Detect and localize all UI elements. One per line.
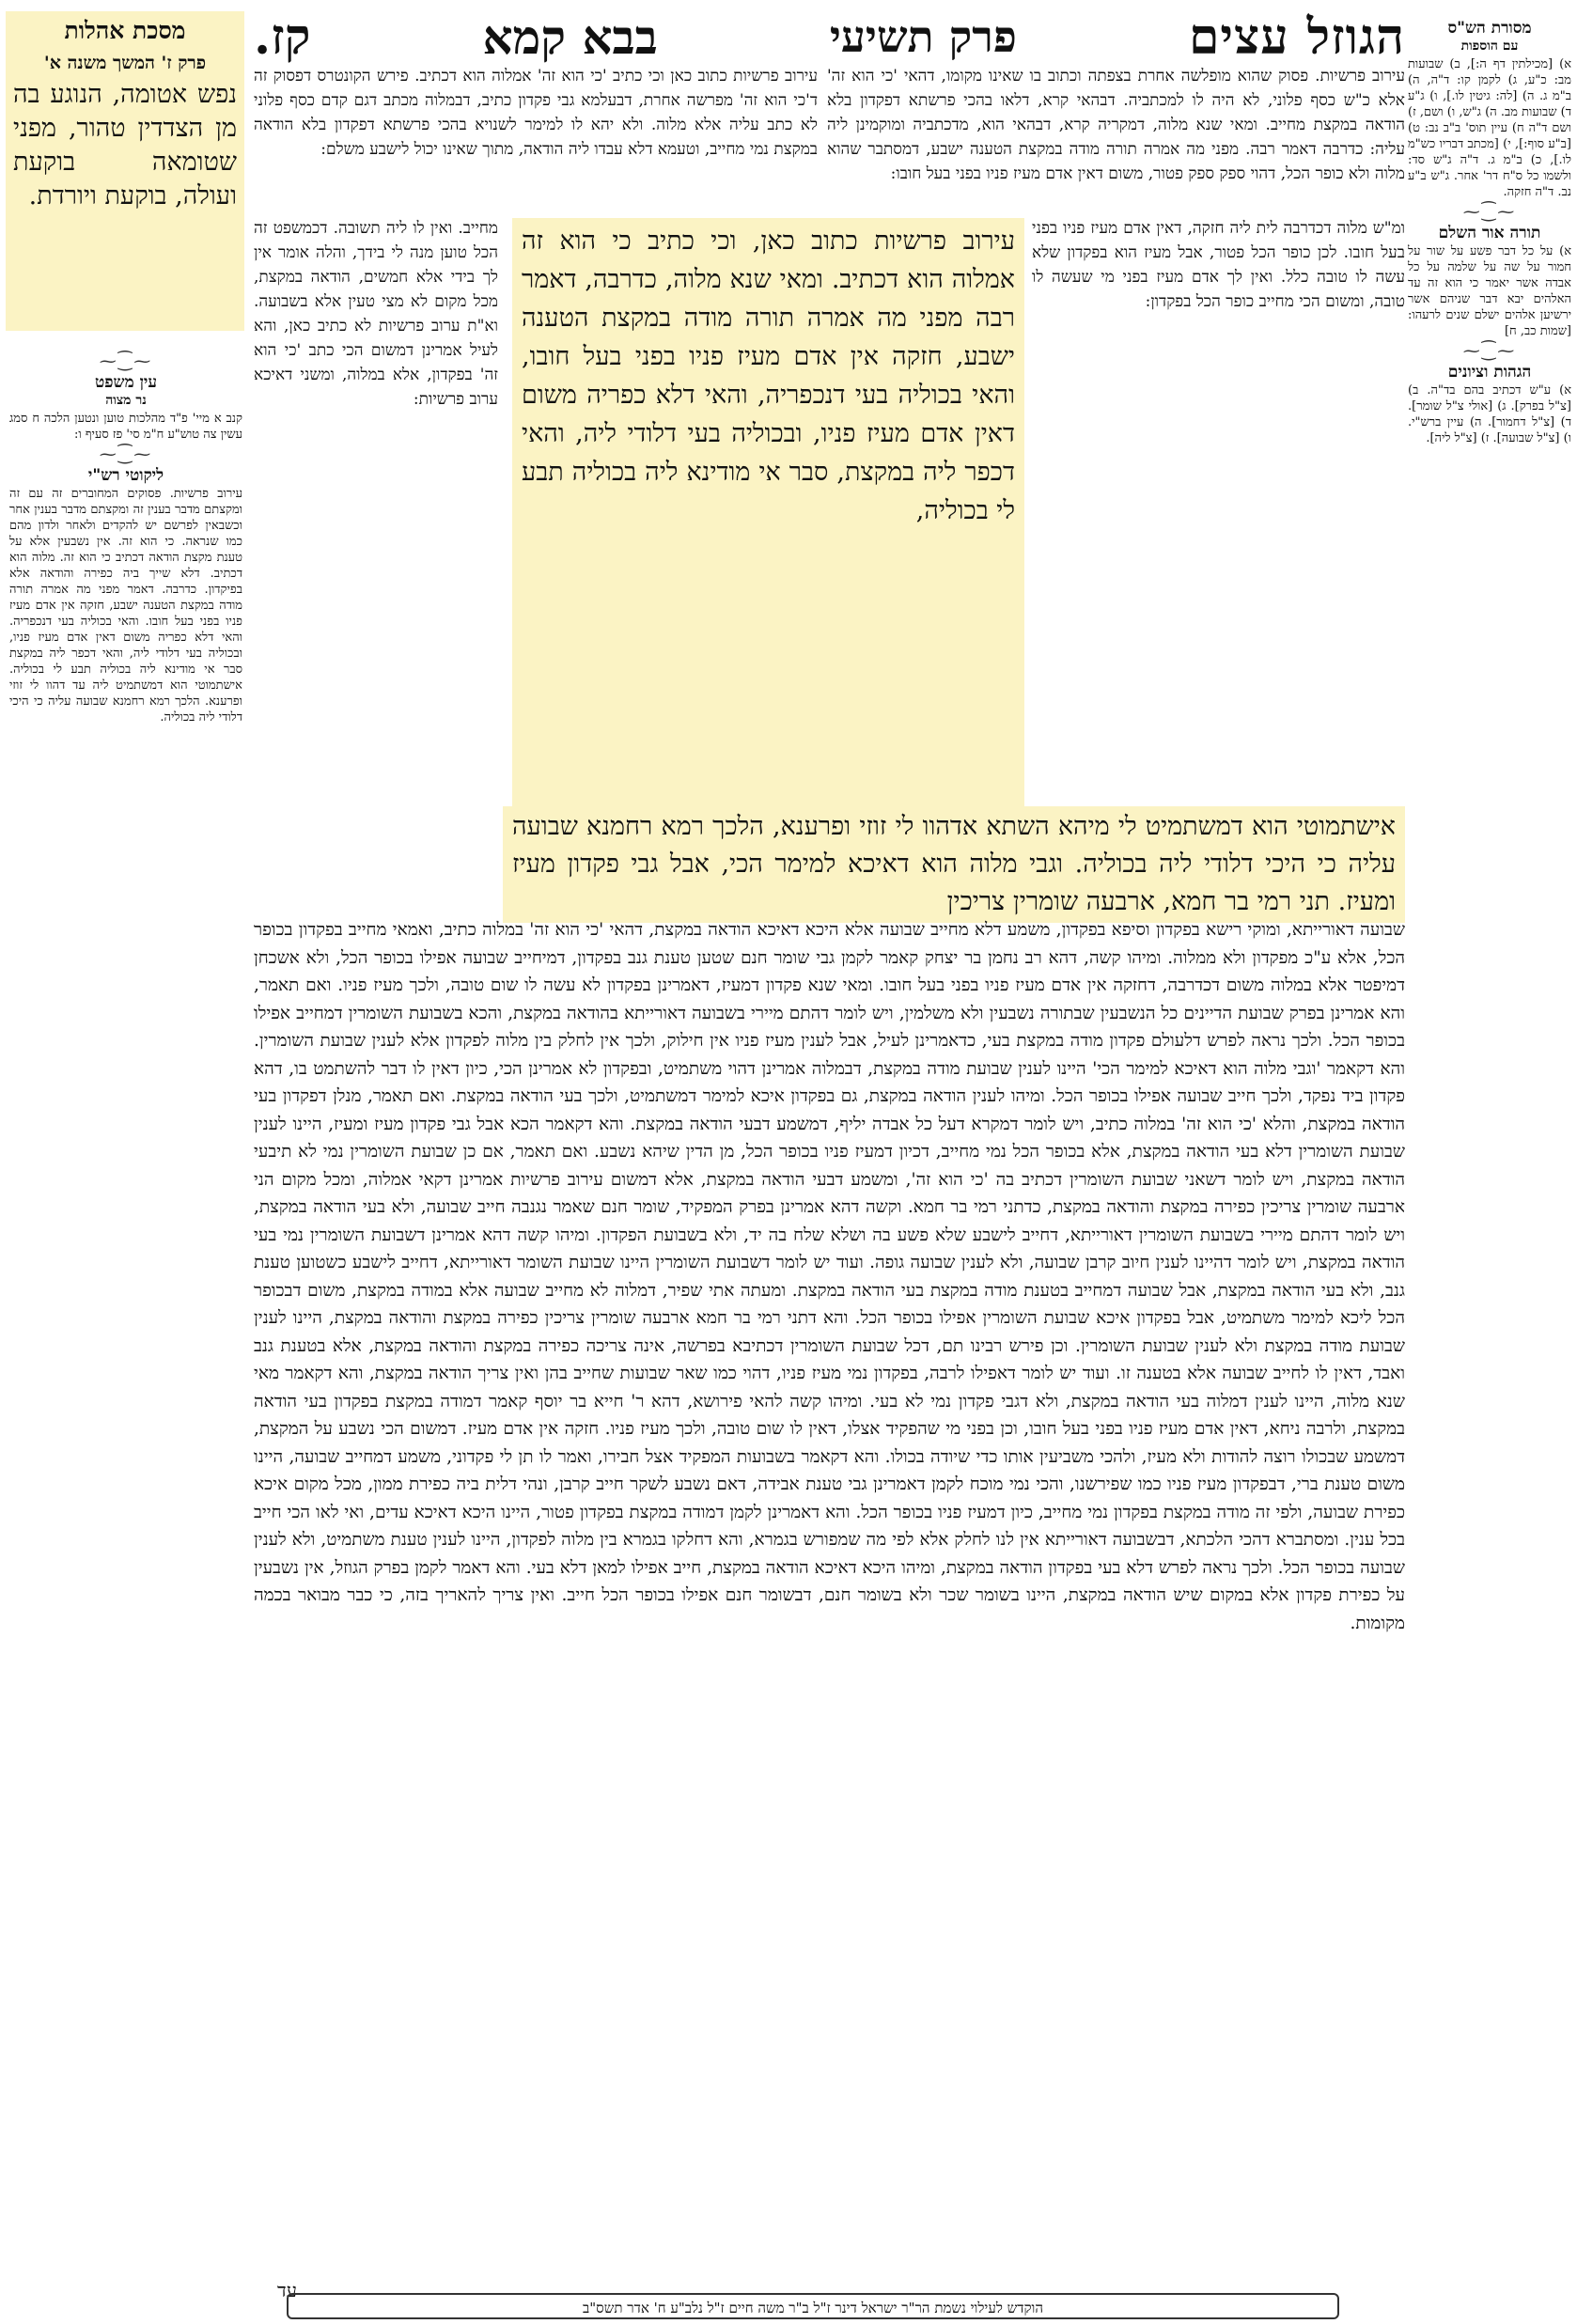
torah-or-text: א) על כל דבר פשע על שור על חמור על שה על שלמה על כל אבדה אשר יאמר כי הוא זה עד האלהים יבא דבר שניהם אשר ירשיען אלהים ישלם שנים לרעהו: [שמות כב, ח] [1408, 244, 1571, 338]
ornament-divider: ⁓⁐⁓ [1462, 341, 1517, 361]
likutei-rashi-text: עירוב פרשיות. פסוקים המחוברים זה עם זה ומקצתם מדבר בענין זה ומקצתם מדבר בענין אחר וכשבאין לפרשם יש להקדים ולאחר ולדון מהם כמו שנראה. כי הוא זה. אין נשבעין אלא על טענת מקצת הודאה דכתיב כי הוא זה. מלוה הוא דכתיב. דלא שייך ביה כפירה והודאה אלא בפיקדון. כדרבה. דאמר מפני מה אמרה תורה מודה במקצת הטענה ישבע, חזקה אין אדם מעיז פניו בפני בעל חובו. והאי בכוליה בעי דנכפריה. והאי דלא כפריה משום דאין אדם מעיז פניו, ובכוליה בעי דלודי ליה, והאי דכפר ליה במקצת סבר אי מודינא ליה בכוליה תבע לי בכוליה. אישתמוטי הוא דמשתמיט ליה עד דהוו לי זוזי ופרענא. הלכך רמא רחמנא שבועה עליה כי היכי דלודי ליה בכוליה. [9, 487, 242, 725]
ahilot-text: נפש אטומה, הנוגע בה מן הצדדין טהור, מפני שטומאה בוקעת ועולה, בוקעת ויורדת. [13, 80, 237, 211]
ein-mishpat-text: קנב א מיי' פ"ד מהלכות טוען ונטען הלכה ח סמג עשין צה טוש"ע ח"מ סי' פז סעיף ו: [9, 412, 242, 442]
left-margin-column [9, 350, 242, 725]
hagahot-text: א) ע"ש דכתיב בהם בד"ה. ב) [צ"ל בפרק]. ג) [אולי צ"ל שומר]. ד) [צ"ל דחמור]. ה) עיין ברש"י. ו) [צ"ל שבועה]. ז) [צ"ל ליה]. [1408, 383, 1571, 445]
tosafot-commentary-side: מחייב. ואין לו ליה תשובה. דכמשפט זה הכל טוען מנה לי בידך, והלה אומר אין לך בידי אלא חמשים, הודאה במקצת, מכל מקום לא מצי טעין אלא בשבועה. וא"ת ערוב פרשיות לא כתיב כאן, והא לעיל אמרינן דמשום הכי כתב 'כי הוא זה' בפקדון, אלא במלוה, ומשני דאיכא ערוב פרשיות: [254, 219, 498, 409]
masoret-text: א) [מכילתין דף ה:], ב) שבועות מב: כ"ע, ג) לקמן קו: ד"ה, ה) ב"מ ג. ה) [לה: גיטין לו.], ו) ג"ע ד) שבועות מב. ה) ג"ש, ו) ושם, ז) ושם ד"ה ח) עיין תוס' ב"ב נב: ט) [ב"ע סוף:], י) [מכתב דבריו כש"מ לו.], כ) ב"מ ג. ד"ה ג"ש סד: ולשמו כל ס"ח דר' אחר. ג"ש ב"ע נב. ד"ה חזקה. [1408, 57, 1571, 199]
dedication-footer: הוקדש לעילוי נשמת הר"ר ישראל דינר ז"ל ב"ר משה חיים ז"ל נלב"ע ח' אדר תשס"ב [287, 2293, 1339, 2319]
masoret-title: מסורת הש"ס [1447, 19, 1532, 38]
ornament-divider: ⁓⁐⁓ [1462, 202, 1517, 222]
right-margin-column [1408, 15, 1571, 446]
mishna-ahilot-box [6, 11, 244, 331]
catchword: עד [277, 2279, 297, 2301]
ner-mitzva-title: נר מצוה [105, 393, 147, 408]
likutei-rashi-title: ליקוטי רש"י [87, 466, 164, 485]
ein-mishpat-title: עין משפט [95, 373, 157, 392]
ahilot-title: מסכת אהלות [64, 17, 186, 44]
torah-or-title: תורה אור השלם [1438, 224, 1541, 242]
rashi-commentary-top: עירוב פרשיות. פסוק שהוא מופלשה אחרת בצפתה וכתוב בו שאינו מקומו, דהאי 'כי הוא זה' אלא כ"ש כסף פלוני, לא היה לו למכתביה. דבהאי קרא, דלאו בהכי פרשתא דפקדון בלא הודאה במקצת מחייב. ומאי שנא מלוה, דמקריה קרא, דבהאי הוא, מדכתביה ומוקמינן ליה עליה: כדרבה דאמר רבה. מפני מה אמרה תורה מודה במקצת הטענה ישבע, דמסתבר שהוא מלוה ולא כופר הכל, דהוי ספק ספק פטור, משום דאין אדם מעיז פניו בפני בעל חובו: [827, 67, 1405, 183]
gemara-continuation: אישתמוטי הוא דמשתמיט לי מיהא השתא אדהוו לי זוזי ופרענא, הלכך רמא רחמנא שבועה עליה כי היכי דלודי ליה בכוליה. וגבי מלוה הוא דאיכא למימר הכי, אבל גבי פקדון מעיז ומעיז. תני רמי בר חמא, ארבעה שומרין צריכין [503, 806, 1405, 923]
hagahot-title: הגהות וציונים [1447, 363, 1532, 382]
gemara-main-text: עירוב פרשיות כתוב כאן, וכי כתיב כי הוא זה אמלוה הוא דכתיב. ומאי שנא מלוה, כדרבה, דאמר רבה מפני מה אמרה תורה מודה במקצת הטענה ישבע, חזקה אין אדם מעיז פניו בפני בעל חובו, והאי בכוליה בעי דנכפריה, והאי דלא כפריה משום דאין אדם מעיז פניו, ובכוליה בעי דלודי ליה, והאי דכפר ליה במקצת, סבר אי מודינא ליה בכוליה תבע לי בכוליה, [512, 218, 1024, 819]
page-header [254, 8, 1405, 66]
masoret-subtitle: עם הוספות [1460, 39, 1519, 54]
tosafot-commentary-bottom: שבועה דאורייתא, ומוקי רישא בפקדון וסיפא בפקדון, משמע דלא מחייב שבועה אלא היכא דאיכא הודאה במקצת, דהאי 'כי הוא זה' במלוה כתיב, ואמאי מחייב בפקדון בכופר הכל, אלא ע"כ מפקדון ולא ממלוה. ומיהו קשה, דהא רב נחמן בר יצחק קאמר לקמן גבי שומר חנם שטען טענת גנב בפקדון, דמיחייב שבועה אפילו בכופר הכל, ולא אשכחן דמיפטר אלא במלוה משום דכדרבה, דחזקה אין אדם מעיז פניו בפני בעל חובו. ומאי שנא פקדון דמעיז, דאמרינן בפקדון לא עשה לו שום טובה, ולכך מעיז פניו. ואם תאמר, והא אמרינן בפרק שבועת הדיינים כל הנשבעין שבתורה נשבעין ולא משלמין, ויש לומר דהתם מיירי בשבועה דאורייתא בהודאה במקצת, והכא בשבועת השומרין דמחייב אפילו בכופר הכל. ולכך נראה לפרש דלעולם פקדון מודה במקצת בעי, כדאמרינן לעיל, אבל לענין מעיז פניו אין חילוק, ולכך אין לחלק בין מלוה לפקדון אלא לענין שבועת השומרין. והא דקאמר 'וגבי מלוה הוא דאיכא למימר הכי' היינו לענין שבועת מודה במקצת, דבמלוה אמרינן דהוי משתמיט, ובפקדון לא אמרינן הכי, כיון דאין לו דבר להשתמט בו, דהא פקדון ביד נפקד, ולכך חייב שבועה אפילו בכופר הכל. ומיהו לענין הודאה במקצת, גם בפקדון איכא למימר דמשתמיט, ולכך בעי הודאה במקצת. ואם תאמר, מנלן דפקדון בעי הודאה במקצת, והלא 'כי הוא זה' במלוה כתיב, ויש לומר דמקרא דעל כל אבדה יליף, דמשמע דבעי הודאה במקצת. והא דקאמר הכא אבל גבי פקדון מעיז ומעיז, היינו לענין שבועת השומרין דלא בעי הודאה במקצת, אלא בכופר הכל נמי מחייב, דכיון דמעיז פניו בכופר הכל, מן הדין שיהא נשבע. ואם תאמר, אם כן שבועת השומרין נמי לא תיבעי הודאה במקצת, ויש לומר דשאני שבועת השומרין דכתיב בה 'כי הוא זה', ומשמע דבעי הודאה במקצת, אלא דמשום עירוב פרשיות אמרינן דקאי אמלוה, ומכל מקום הני ארבעה שומרין צריכין כפירה במקצת והודאה במקצת, כדתני רמי בר חמא. וקשה דהא אמרינן בפרק המפקיד, שומר חנם שאמר נגנבה חייב שבועה, ולא בעי הודאה במקצת, ויש לומר דהתם מיירי בשבועת השומרין דאורייתא, דחייב לישבע שלא פשע בה ושלא שלח בה יד, ולא בשבועת הפקדון. ומיהו קשה דהא אמרינן דשבועת השומרין נמי בעי הודאה במקצת, ויש לומר דהיינו לענין חיוב קרבן שבועה, ולא לענין שבועה גופה. ועוד יש לומר דשבועת השומרין היינו שבועת השומר דאורייתא, דחייב לישבע כשטוען טענת גנב, ולא בעי הודאה במקצת, אבל שבועה דמחייב בטענת מודה במקצת בעי הודאה במקצת. ומעתה אתי שפיר, דמלוה לא מחייב שבועה אלא במודה במקצת, משום דבכופר הכל ליכא למימר משתמיט, אבל בפקדון איכא שבועת השומרין אפילו בכופר הכל. והא דתני רמי בר חמא ארבעה שומרין צריכין כפירה במקצת והודאה במקצת, היינו לענין שבועת מודה במקצת ולא לענין שבועת השומרין. וכן פירש רבינו תם, דכל שבועת השומרין דכתיבא בפרשה, אינה צריכה כפירה במקצת והודאה במקצת, אלא בטענת גנב ואבד, דאין לו לחייב שבועה אלא בטענה זו. ועוד יש לומר דאפילו לרבה, בפקדון נמי מעיז פניו, דהוי כמו שאר שבועות שחייב בהן ואין צריך הודאה במקצת, והא דקאמר מאי שנא מלוה, היינו לענין דמלוה בעי הודאה במקצת, ולא דגבי פקדון נמי לא בעי. ומיהו קשה להאי פירושא, דהא ר' חייא בר יוסף קאמר דמודה במקצת בפקדון בעי הודאה במקצת, ולרבה ניחא, דאין אדם מעיז פניו בפני בעל חובו, וכן בפני מי שהפקיד אצלו, דאין לו שום טובה, ולכך מעיז פניו. חזקה אין אדם מעיז. דמשום הכי נשבע על המקצת, דמשמע שבכולו רוצה להודות ולא מעיז, ולהכי משביעין אותו כדי שיודה בכולו. והא דקאמר בשבועות המפקיד אצל חבירו, ואמר לו תן לי פקדוני, משמע דמחייב שבועה, היינו משום טענת ברי, דבפקדון מעיז פניו כמו שפירשנו, והכי נמי מוכח לקמן דאמרינן גבי טענת אבידה, דאם נשבע לשקר חייב קרבן, ונהי דלית ביה כפירת ממון, מכל מקום איכא כפירת שבועה, ולפי זה מודה במקצת בפקדון נמי מחייב, כיון דמעיז פניו בכופר הכל. והא דאמרינן לקמן דמודה במקצת בפקדון פטור, היינו היכא דאיכא עדים, ואי לאו הכי חייב בכל ענין. ומסתברא דהכי הלכתא, דבשבועה דאורייתא אין לנו לחלק אלא לפי מה שמפורש בגמרא, והא דחלקו בגמרא בין מלוה לפקדון, היינו לענין טענת משתמיט, ולא לענין שבועה בכופר הכל. ולכך נראה לפרש דלא בעי בפקדון הודאה במקצת, ומיהו היכא דאיכא הודאה במקצת, חייב אפילו למאן דלא בעי. והא דאמר לקמן בפרק הגוזל, אין נשבעין על כפירת פקדון אלא במקום שיש הודאה במקצת, היינו בשומר שכר ולא בשומר חנם, דבשומר חנם אפילו בכופר הכל חייב. ואין צריך להאריך בזה, כי כבר מבואר בכמה מקומות. [254, 920, 1405, 1633]
tractate-name: בבא קמא [482, 8, 658, 65]
tosafot-commentary-top: עירוב פרשיות כתוב כאן וכי כתיב 'כי הוא זה' אמלוה הוא דכתיב. פירש הקונטרס דפסוק זה ד'כי הוא זה' מפרשה אחרת, דבעלמא גבי פקדון כתיב, דבמלוה מכתב דגם קדם כסף פלוני לא כתב עליה אלא מלוה. ולא יהא לו למימר לשנויא בהכי פרשתא דפקדון בלא הודאה במקצת נמי מחייב, וטעמא דלא עבדו ליה הודאה, מתוך שאינו יכול לישבע משלם: [254, 67, 818, 159]
rashi-commentary-side: ומ"ש מלוה דכדרבה לית ליה חזקה, דאין אדם מעיז פניו בפני בעל חובו. לכן כופר הכל פטור, אבל מעיז הוא בפקדון שלא עשה לו טובה כלל. ואין לך אדם מעיז בפני מי שעשה לו טובה, ומשום הכי מחייב כופר הכל בפקדון: [1032, 219, 1405, 311]
chapter-title: הגוזל עצים [1188, 8, 1405, 66]
ornament-divider: ⁓⁐⁓ [99, 351, 153, 371]
ahilot-subtitle: פרק ז' המשך משנה א' [43, 53, 207, 73]
chapter-number: פרק תשיעי [829, 11, 1017, 62]
ornament-divider: ⁓⁐⁓ [99, 445, 153, 464]
folio-number: קז. [254, 8, 311, 66]
